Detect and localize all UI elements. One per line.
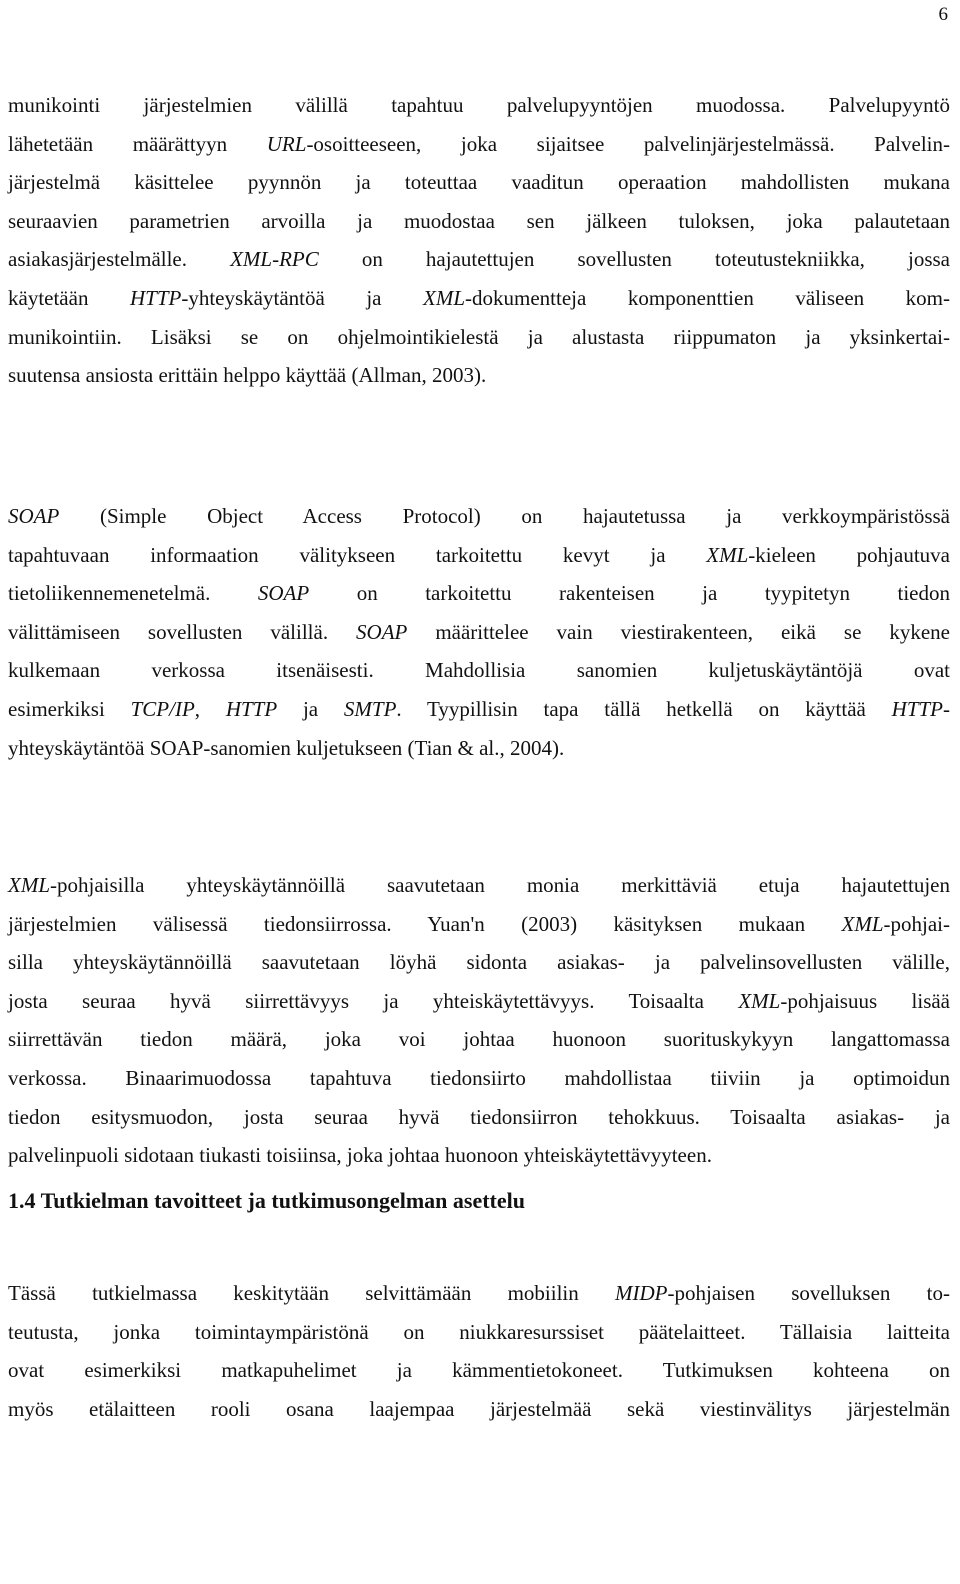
italic-term: XML: [706, 542, 749, 567]
text-line: yhteyskäytäntöä SOAP-sanomien kuljetukseen (Tian & al., 2004).: [8, 735, 565, 760]
text-line: ovat esimerkiksi matkapuhelimet ja kämmentietokoneet. Tutkimuksen kohteena on: [8, 1358, 950, 1383]
italic-term: HTTP: [891, 696, 944, 721]
text-line: tietoliikennemenetelmä. SOAP on tarkoitettu rakenteisen ja tyypitetyn tiedon: [8, 581, 950, 606]
italic-term: TCP/IP: [130, 696, 195, 721]
text-line: munikointi järjestelmien välillä tapahtuu palvelupyyntöjen muodossa. Palvelupyyntö: [8, 93, 950, 117]
italic-term: MIDP: [615, 1281, 668, 1305]
text-line: asiakasjärjestelmälle. XML-RPC on hajautettujen sovellusten toteutustekniikka, jossa: [8, 247, 950, 272]
text-line: SOAP (Simple Object Access Protocol) on hajautetussa ja verkkoympäristössä: [8, 504, 950, 528]
italic-term: SOAP: [8, 504, 60, 528]
paragraph: [8, 86, 950, 395]
text-line: silla yhteyskäytännöillä saavutetaan löyhä sidonta asiakas- ja palvelinsovellusten välille,: [8, 950, 950, 975]
italic-term: XML: [8, 873, 50, 897]
text-line: järjestelmä käsittelee pyynnön ja toteuttaa vaaditun operaation mahdollisten mukana: [8, 170, 950, 195]
text-line: palvelinpuoli sidotaan tiukasti toisiinsa, joka johtaa huonoon yhteiskäytettävyyteen.: [8, 1143, 712, 1168]
text-line: välittämiseen sovellusten välillä. SOAP määrittelee vain viestirakenteen, eikä se kykene: [8, 619, 950, 644]
paragraph: [8, 866, 950, 1175]
italic-term: XML-RPC: [230, 247, 319, 272]
text-line: tapahtuvaan informaation välitykseen tarkoitettu kevyt ja XML-kieleen pohjautuva: [8, 542, 950, 567]
italic-term: SOAP: [257, 581, 310, 606]
section-heading: 1.4 Tutkielman tavoitteet ja tutkimusongelman asettelu: [8, 1188, 525, 1213]
italic-term: XML: [841, 911, 884, 936]
text-line: munikointiin. Lisäksi se on ohjelmointikielestä ja alustasta riippumaton ja yksinkertai-: [8, 324, 950, 349]
italic-term: HTTP: [129, 285, 182, 310]
text-line: siirrettävän tiedon määrä, joka voi johtaa huonoon suorituskykyyn langattomassa: [8, 1027, 950, 1052]
text-line: teutusta, jonka toimintaympäristönä on niukkaresurssiset päätelaitteet. Tällaisia laitteita: [8, 1319, 950, 1344]
text-line: verkossa. Binaarimuodossa tapahtuva tiedonsiirto mahdollistaa tiiviin ja optimoidun: [8, 1065, 950, 1090]
text-line: esimerkiksi TCP/IP, HTTP ja SMTP. Tyypillisin tapa tällä hetkellä on käyttää HTTP-: [8, 696, 951, 721]
italic-term: SMTP: [343, 696, 397, 721]
page-number: 6: [938, 4, 948, 25]
text-line: lähetetään määrättyyn URL-osoitteeseen, joka sijaitsee palvelinjärjestelmässä. Palvelin-: [8, 131, 950, 156]
italic-term: HTTP: [225, 696, 278, 721]
italic-term: XML: [423, 285, 466, 310]
text-line: myös etälaitteen rooli osana laajempaa järjestelmää sekä viestinvälitys järjestelmän: [8, 1396, 950, 1421]
text-line: suutensa ansiosta erittäin helppo käyttää (Allman, 2003).: [8, 363, 487, 388]
text-line: Tässä tutkielmassa keskitytään selvittämään mobiilin MIDP-pohjaisen sovelluksen to-: [8, 1281, 950, 1305]
text-line: josta seuraa hyvä siirrettävyys ja yhteiskäytettävyys. Toisaalta XML-pohjaisuus lisää: [8, 988, 951, 1013]
italic-term: SOAP: [356, 619, 408, 644]
text-line: seuraavien parametrien arvoilla ja muodostaa sen jälkeen tuloksen, joka palautetaan: [8, 208, 950, 233]
italic-term: URL: [266, 131, 307, 156]
text-line: järjestelmien välisessä tiedonsiirrossa. Yuan'n (2003) käsityksen mukaan XML-pohjai-: [8, 911, 950, 936]
paragraph: [8, 1274, 950, 1428]
text-line: kulkemaan verkossa itsenäisesti. Mahdollisia sanomien kuljetuskäytäntöjä ovat: [8, 658, 950, 683]
text-line: XML-pohjaisilla yhteyskäytännöillä saavutetaan monia merkittäviä etuja hajautettujen: [8, 873, 950, 897]
text-line: käytetään HTTP-yhteyskäytäntöä ja XML-dokumentteja komponenttien väliseen kom-: [8, 285, 951, 310]
italic-term: XML: [738, 988, 781, 1013]
text-line: tiedon esitysmuodon, josta seuraa hyvä tiedonsiirron tehokkuus. Toisaalta asiakas- ja: [8, 1104, 950, 1129]
paragraph: [8, 497, 950, 767]
